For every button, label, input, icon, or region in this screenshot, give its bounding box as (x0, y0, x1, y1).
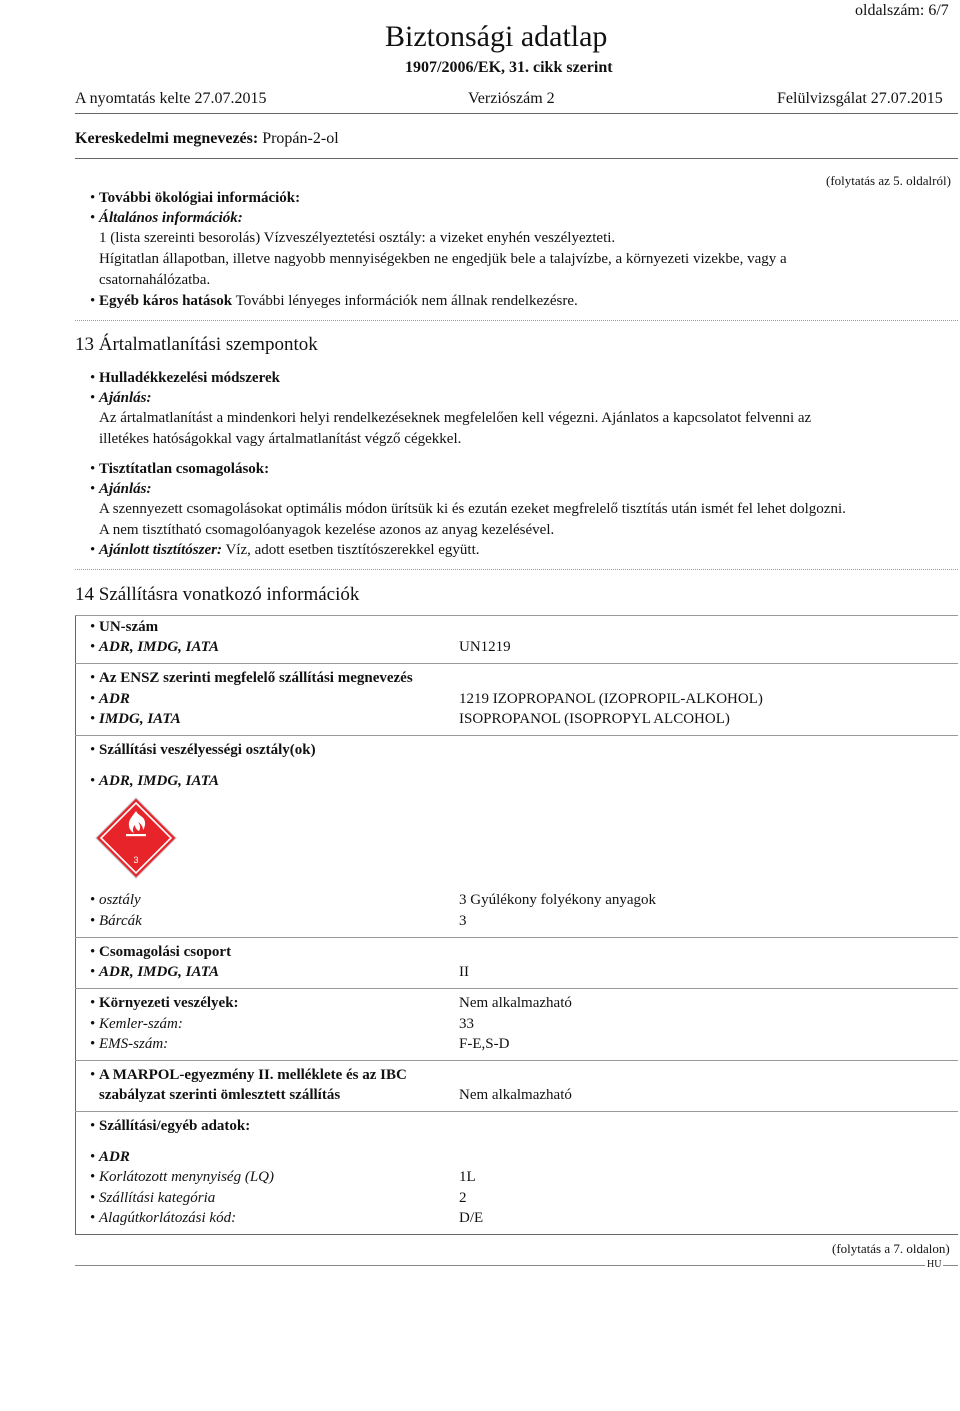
bullet: • (90, 711, 96, 727)
bullet: • (90, 1067, 96, 1083)
header-divider (75, 113, 958, 114)
placard-class-number: 3 (133, 855, 139, 865)
waste-methods-label: Hulladékkezelési módszerek (99, 370, 280, 386)
section-13-title: 13 Ártalmatlanítási szempontok (75, 334, 318, 355)
transport-other-label: Szállítási/egyéb adatok: (99, 1118, 251, 1134)
bullet: • (90, 542, 96, 558)
labels-value: 3 (459, 913, 467, 929)
bullet: • (90, 773, 96, 789)
cleaning-agent-label: Ajánlott tisztítószer: (99, 542, 222, 558)
row-divider (75, 663, 958, 664)
bullet: • (90, 670, 96, 686)
row-divider (75, 1111, 958, 1112)
packing-group-label: Csomagolási csoport (99, 944, 232, 960)
eco-line: csatornahálózatba. (99, 272, 211, 288)
bullet: • (90, 1169, 96, 1185)
bullet: • (90, 639, 96, 655)
eco-line: 1 (lista szereinti besorolás) Vízveszélyeztetési osztály: a vizeket enyhén veszélyezteti. (99, 230, 616, 246)
bullet: • (90, 913, 96, 929)
continued-to: (folytatás a 7. oldalon) (832, 1241, 950, 1256)
recommendation-text: A nem tisztítható csomagolóanyagok kezelése azonos az anyag kezelésével. (99, 522, 555, 538)
box-top-rule (75, 615, 958, 616)
bullet: • (90, 691, 96, 707)
un-modes: ADR, IMDG, IATA (99, 639, 220, 655)
bullet: • (90, 1036, 96, 1052)
bullet: • (90, 293, 96, 309)
tunnel-code-label: Alagútkorlátozási kód: (99, 1210, 237, 1226)
un-number-label: UN-szám (99, 619, 159, 635)
tunnel-code-value: D/E (459, 1210, 484, 1226)
recommendation-label: Ajánlás: (99, 481, 152, 497)
bullet: • (90, 892, 96, 908)
eco-other-text: További lényeges információk nem állnak rendelkezésre. (235, 293, 578, 309)
trade-name-divider (75, 158, 958, 159)
bullet: • (90, 944, 96, 960)
regulation-subtitle: 1907/2006/EK, 31. cikk szerint (405, 59, 613, 76)
page-number: oldalszám: 6/7 (855, 2, 949, 19)
class-label: osztály (99, 892, 141, 908)
bullet: • (90, 742, 96, 758)
eco-line: Hígitatlan állapotban, illetve nagyobb mennyiségekben ne engedjük bele a talajvízbe, a környezeti vizekbe, vagy a (99, 251, 787, 267)
environmental-hazards-label: Környezeti veszélyek: (99, 995, 239, 1011)
marpol-label-cont: szabályzat szerinti ömlesztett szállítás (99, 1087, 341, 1103)
adr-label: ADR (99, 691, 130, 707)
cleaning-agent-text: Víz, adott esetben tisztítószerekkel együtt. (225, 542, 480, 558)
bullet: • (90, 1149, 96, 1165)
section-divider (75, 320, 958, 321)
environmental-hazards-value: Nem alkalmazható (459, 995, 572, 1011)
kemler-value: 33 (459, 1016, 474, 1032)
bullet: • (90, 1210, 96, 1226)
limited-quantity-value: 1L (459, 1169, 476, 1185)
bullet: • (90, 370, 96, 386)
trade-name (75, 130, 339, 148)
adr-shipping-name: 1219 IZOPROPANOL (IZOPROPIL-ALKOHOL) (459, 691, 763, 707)
language-code: HU (927, 1259, 942, 1270)
transport-category-value: 2 (459, 1190, 467, 1206)
imdg-shipping-name: ISOPROPANOL (ISOPROPYL ALCOHOL) (459, 711, 730, 727)
trade-name-label: Kereskedelmi megnevezés: (75, 130, 259, 147)
bullet: • (90, 190, 96, 206)
bullet: • (90, 1016, 96, 1032)
review-date: Felülvizsgálat 27.07.2015 (777, 90, 943, 107)
bullet: • (90, 1118, 96, 1134)
packing-group-value: II (459, 964, 469, 980)
bullet: • (90, 1190, 96, 1206)
ems-value: F-E,S-D (459, 1036, 510, 1052)
footer-divider (75, 1265, 958, 1266)
hazard-class-modes: ADR, IMDG, IATA (99, 773, 220, 789)
flammable-liquid-placard (95, 797, 177, 879)
continued-from: (folytatás az 5. oldalról) (826, 173, 951, 188)
ems-label: EMS-szám: (99, 1036, 169, 1052)
adr-label: ADR (99, 1149, 130, 1165)
shipping-name-label: Az ENSZ szerinti megfelelő szállítási megnevezés (99, 670, 413, 686)
uncleaned-packaging-label: Tisztítatlan csomagolások: (99, 461, 270, 477)
section-divider (75, 569, 958, 570)
bullet: • (90, 481, 96, 497)
class-value: 3 Gyúlékony folyékony anyagok (459, 892, 657, 908)
version: Verziószám 2 (468, 90, 555, 107)
bullet: • (90, 210, 96, 226)
un-number-value: UN1219 (459, 639, 511, 655)
row-divider (75, 1060, 958, 1061)
marpol-label: A MARPOL-egyezmény II. melléklete és az IBC (99, 1067, 407, 1083)
marpol-value: Nem alkalmazható (459, 1087, 572, 1103)
recommendation-text: A szennyezett csomagolásokat optimális módon ürítsük ki és ezután ezeket megfrelelő tisztítás után ismét fel lehet dolgozni. (99, 501, 846, 517)
eco-other-effects (99, 293, 578, 310)
bullet: • (90, 390, 96, 406)
transport-category-label: Szállítási kategória (99, 1190, 216, 1206)
eco-general-label: Általános információk: (99, 210, 243, 226)
bullet: • (90, 461, 96, 477)
print-date: A nyomtatás kelte 27.07.2015 (75, 90, 267, 107)
cleaning-agent (99, 542, 480, 559)
recommendation-label: Ajánlás: (99, 390, 152, 406)
limited-quantity-label: Korlátozott menynyiség (LQ) (99, 1169, 274, 1185)
placard-diamond (96, 798, 176, 878)
eco-other-label: Egyéb káros hatások (99, 293, 233, 309)
bullet: • (90, 619, 96, 635)
trade-name-value: Propán-2-ol (262, 130, 339, 147)
recommendation-text: Az ártalmatlanítást a mindenkori helyi rendelkezéseknek megfelelően kell végezni. Ajánlatos a kapcsolatot felvenni az (99, 410, 812, 426)
row-divider (75, 988, 958, 989)
eco-further-label: További ökológiai információk: (99, 190, 301, 206)
bullet: • (90, 964, 96, 980)
row-divider (75, 937, 958, 938)
imdg-iata-label: IMDG, IATA (99, 711, 181, 727)
labels-label: Bárcák (99, 913, 142, 929)
section-14-title: 14 Szállításra vonatkozó információk (75, 584, 360, 605)
row-divider (75, 735, 958, 736)
transport-info-box (75, 615, 958, 1235)
hazard-class-label: Szállítási veszélyességi osztály(ok) (99, 742, 316, 758)
recommendation-text: illetékes hatóságokkal vagy ártalmatlanítást végző cégekkel. (99, 431, 462, 447)
kemler-label: Kemler-szám: (99, 1016, 183, 1032)
document-title: Biztonsági adatlap (385, 20, 608, 53)
bullet: • (90, 995, 96, 1011)
packing-group-modes: ADR, IMDG, IATA (99, 964, 220, 980)
